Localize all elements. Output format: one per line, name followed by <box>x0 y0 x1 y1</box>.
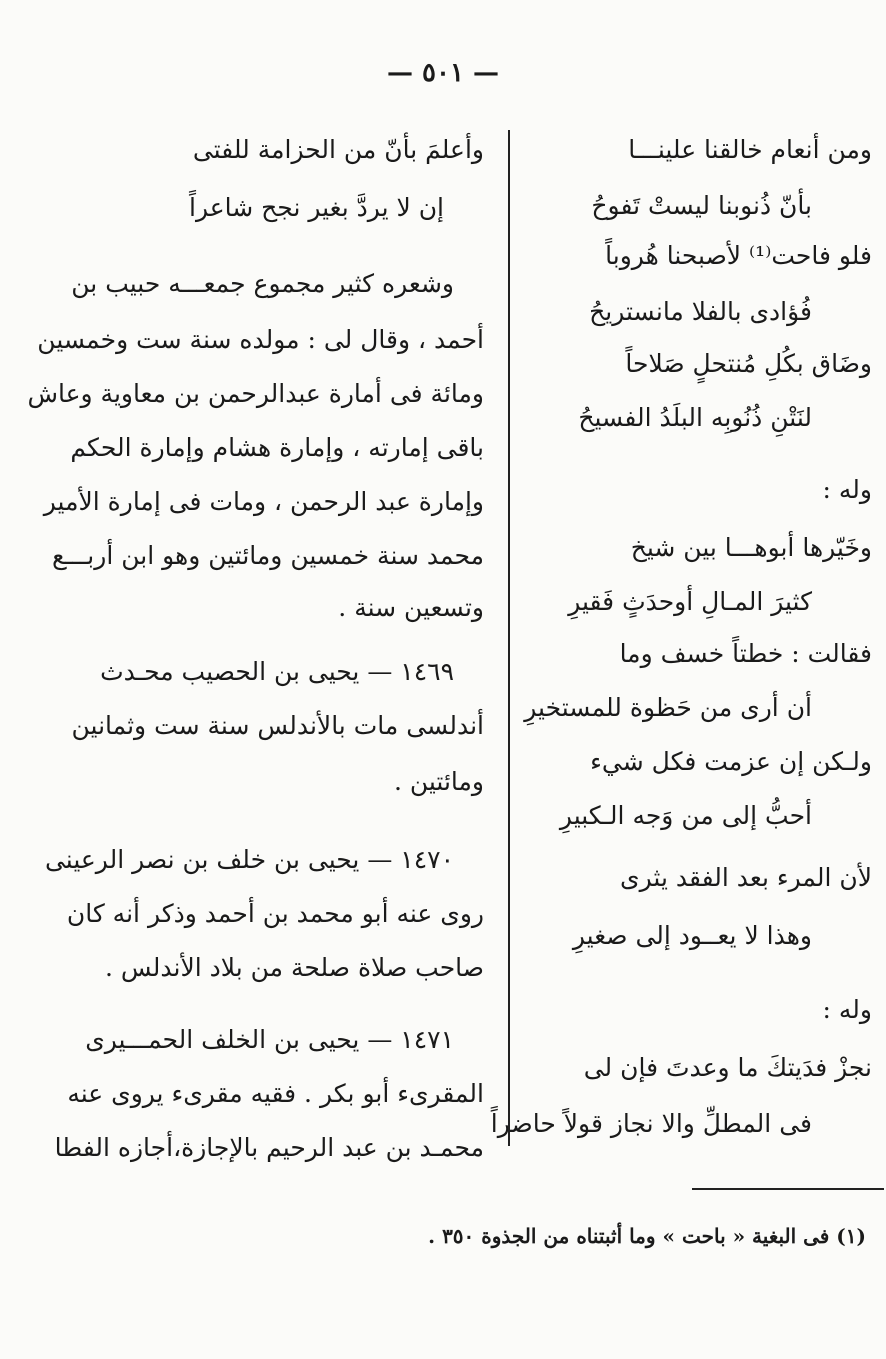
text-line: محمـد بن عبد الرحيم بالإجازة،أجازه الفطا <box>54 1133 484 1162</box>
text-line: ١٤٧١ — يحيى بن الخلف الحمـــيرى <box>85 1025 454 1054</box>
text-line: لنَتْنِ ذُنُوبِه البلَدُ الفسيحُ <box>578 403 812 432</box>
column-divider <box>508 130 510 1146</box>
text-line: أحبُّ إلى من وَجه الـكبيرِ <box>559 801 812 830</box>
text-line: المقرىء أبو بكر . فقيه مقرىء يروى عنه <box>67 1079 484 1108</box>
text-line: باقى إمارته ، وإمارة هشام وإمارة الحكم <box>70 433 484 462</box>
footnote-rule <box>692 1188 884 1190</box>
text-line: فقالت : خطتاً خسف وما <box>619 639 872 668</box>
page-number: — ٥٠١ — <box>386 58 500 88</box>
text-line: وشعره كثير مجموع جمعـــه حبيب بن <box>71 269 454 298</box>
text-line: فلو فاحت⁽¹⁾ لأصبحنا هُروباً <box>605 241 872 270</box>
text-line: كثيرَ المـالِ أوحدَثٍ فَقيرِ <box>568 587 812 616</box>
text-line: ١٤٧٠ — يحيى بن خلف بن نصر الرعينى <box>44 845 454 874</box>
text-line: وخَيّرها أبوهـــا بين شيخ <box>630 533 872 562</box>
text-line: بأنّ ذُنوبنا ليستْ تَفوحُ <box>591 191 812 220</box>
text-line: وإمارة عبد الرحمن ، ومات فى إمارة الأمير <box>43 487 484 516</box>
text-line: روى عنه أبو محمد بن أحمد وذكر أنه كان <box>66 899 484 928</box>
text-line: إن لا يردَّ بغير نجح شاعراً <box>189 193 444 222</box>
text-line: وضَاق بكُلِ مُنتحلٍ صَلاحاً <box>625 349 872 378</box>
text-line: فُؤادى بالفلا مانستريحُ <box>589 297 812 326</box>
text-line: وله : <box>822 475 872 504</box>
text-line: أن أرى من حَظوة للمستخيرِ <box>524 693 812 722</box>
text-line: صاحب صلاة صلحة من بلاد الأندلس . <box>105 953 484 982</box>
text-line: لأن المرء بعد الفقد يثرى <box>620 863 872 892</box>
text-line: وهذا لا يعــود إلى صغيرِ <box>572 921 812 950</box>
text-line: نجزْ فدَيتكَ ما وعدتَ فإن لى <box>583 1053 872 1082</box>
text-line: ١٤٦٩ — يحيى بن الحصيب محـدث <box>100 657 454 686</box>
text-line: محمد سنة خمسين ومائتين وهو ابن أربـــع <box>52 541 484 570</box>
text-line: ومن أنعام خالقنا علينـــا <box>628 135 872 164</box>
text-line: أندلسى مات بالأندلس سنة ست وثمانين <box>71 711 484 740</box>
text-line: أحمد ، وقال لى : مولده سنة ست وخمسين <box>37 325 484 354</box>
text-line: وأعلمَ بأنّ من الحزامة للفتى <box>192 135 484 164</box>
footnote: (١) فى البغية « باحت » وما أثبتناه من الجذوة ٣٥٠ . <box>428 1224 866 1248</box>
text-line: فى المطلِّ والا نجاز قولاً حاضراً <box>490 1109 812 1138</box>
text-line: ومائة فى أمارة عبدالرحمن بن معاوية وعاش <box>27 379 484 408</box>
text-line: ولـكن إن عزمت فكل شيء <box>590 747 872 776</box>
text-line: وتسعين سنة . <box>338 593 484 622</box>
text-line: ومائتين . <box>393 767 484 796</box>
text-line: وله : <box>822 995 872 1024</box>
